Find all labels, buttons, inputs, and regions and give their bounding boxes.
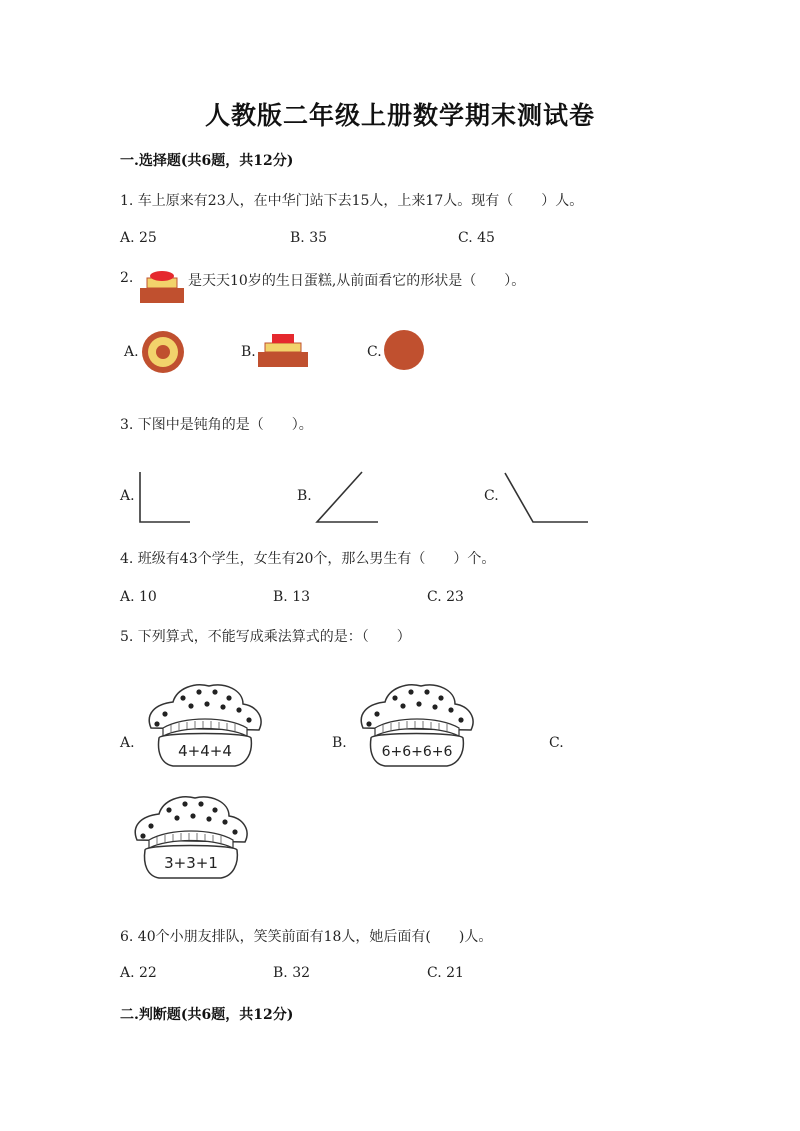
question-5-option-a[interactable]: A. (120, 735, 135, 751)
question-3-text: 3. 下图中是钝角的是（ ）。 (120, 417, 313, 433)
acute-angle-lines (317, 472, 378, 522)
question-1-option-b[interactable]: B. 35 (290, 230, 328, 246)
right-angle-lines (140, 472, 190, 522)
front-bottom-layer (258, 352, 308, 367)
question-5-option-c[interactable]: C. (549, 735, 564, 751)
solid-circle-icon[interactable] (384, 330, 426, 372)
front-top-layer (272, 334, 294, 343)
question-4-text: 4. 班级有43个学生，女生有20个，那么男生有（ ）个。 (120, 551, 496, 567)
page-title: 人教版二年级上册数学期末测试卷 (204, 101, 595, 130)
stacked-cake-front-icon[interactable] (257, 332, 309, 368)
obtuse-angle-icon[interactable] (502, 470, 592, 526)
question-2-option-a[interactable]: A. (124, 344, 139, 360)
cake-bottom-layer (140, 288, 184, 303)
question-1-text: 1. 车上原来有23人，在中华门站下去15人，上来17人。现有（ ）人。 (120, 193, 584, 209)
section-heading-judgement: 二.判断题(共6题，共12分) (120, 1007, 294, 1023)
mushroom-card-a[interactable] (143, 680, 265, 770)
question-4-option-b[interactable]: B. 13 (273, 589, 311, 605)
obtuse-angle-lines (505, 473, 588, 522)
question-5-text: 5. 下列算式，不能写成乘法算式的是：（ ） (120, 629, 411, 645)
target-shape-icon[interactable] (141, 330, 185, 374)
question-2-number: 2. (120, 270, 134, 286)
question-2-text: 是天天10岁的生日蛋糕,从前面看它的形状是（ ）。 (188, 273, 526, 289)
question-3-option-b[interactable]: B. (297, 488, 312, 504)
question-6-option-a[interactable]: A. 22 (120, 965, 157, 981)
question-4-option-a[interactable]: A. 10 (120, 589, 157, 605)
expression-a: 4+4+4 (178, 742, 232, 760)
question-2-option-c[interactable]: C. (367, 344, 382, 360)
front-middle-layer (265, 343, 301, 352)
birthday-cake-icon (138, 266, 188, 306)
question-6-option-b[interactable]: B. 32 (273, 965, 311, 981)
expression-c: 3+3+1 (164, 854, 218, 872)
acute-angle-icon[interactable] (315, 470, 381, 526)
mushroom-card-c[interactable] (129, 792, 251, 882)
question-4-option-c[interactable]: C. 23 (427, 589, 464, 605)
question-1-option-a[interactable]: A. 25 (120, 230, 157, 246)
question-1-option-c[interactable]: C. 45 (458, 230, 495, 246)
question-5-option-b[interactable]: B. (332, 735, 347, 751)
expression-b: 6+6+6+6 (381, 744, 453, 760)
target-inner-circle (156, 345, 170, 359)
question-3-option-a[interactable]: A. (120, 488, 135, 504)
section-heading-choice: 一.选择题(共6题，共12分) (120, 153, 294, 169)
right-angle-icon[interactable] (138, 470, 194, 526)
question-6-option-c[interactable]: C. 21 (427, 965, 464, 981)
question-6-text: 6. 40个小朋友排队，笑笑前面有18人，她后面有( )人。 (120, 929, 493, 945)
solid-circle (384, 330, 424, 370)
mushroom-card-b[interactable] (355, 680, 477, 770)
question-3-option-c[interactable]: C. (484, 488, 499, 504)
question-2-option-b[interactable]: B. (241, 344, 256, 360)
cake-top-layer (150, 271, 174, 281)
